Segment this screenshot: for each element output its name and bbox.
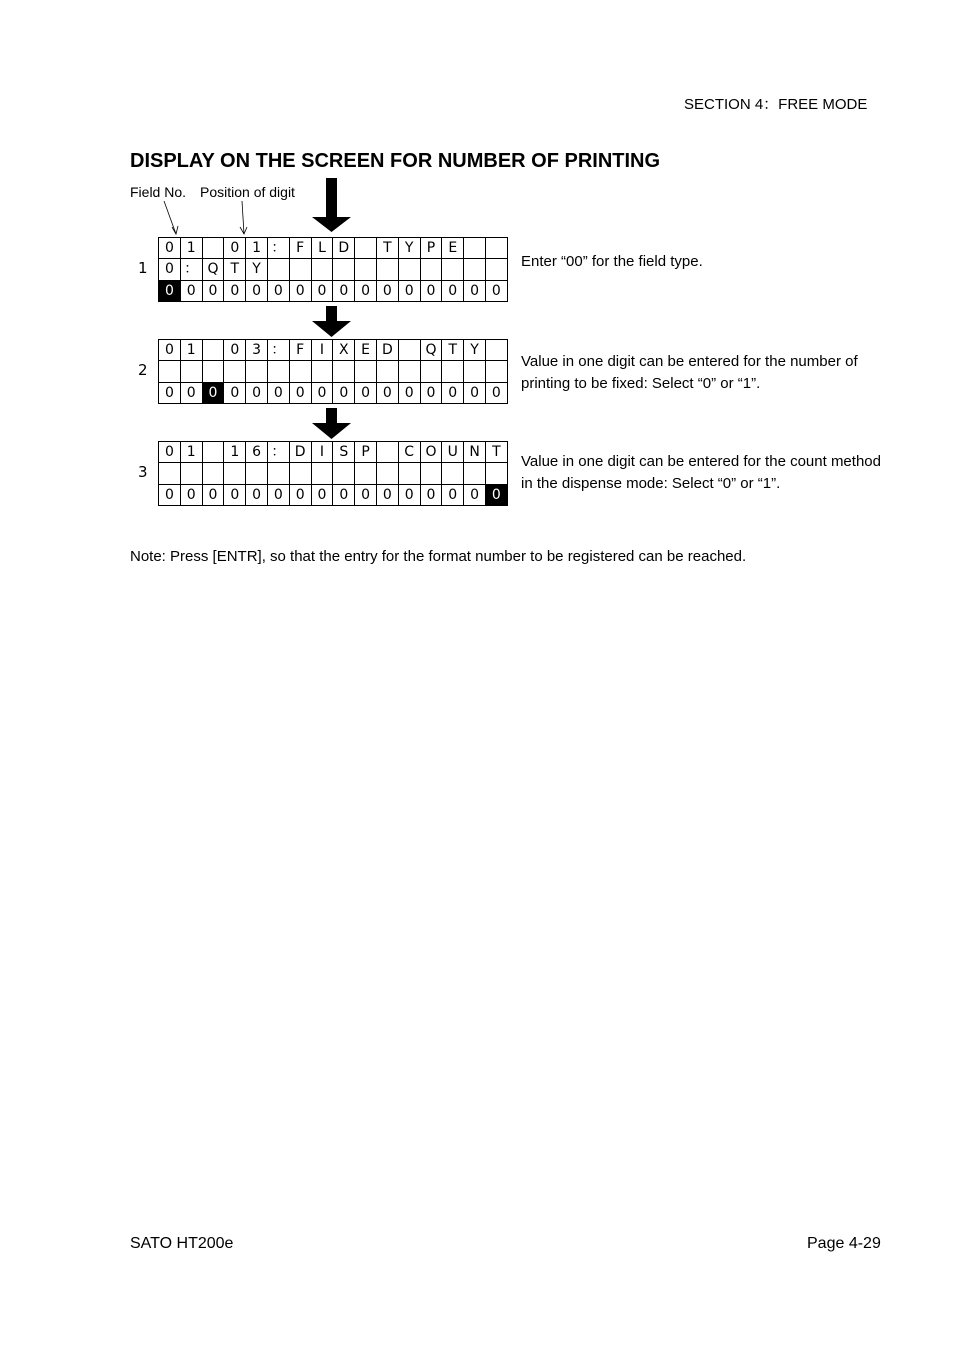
lcd-cell: 0 (398, 280, 420, 301)
page-title: DISPLAY ON THE SCREEN FOR NUMBER OF PRINTING (130, 150, 661, 172)
step-description (521, 251, 703, 273)
lcd-cell: 0 (355, 280, 377, 301)
lcd-cell: 0 (333, 484, 355, 505)
lcd-cell: D (289, 442, 311, 463)
lcd-row (159, 484, 508, 505)
lcd-cell (159, 361, 181, 382)
lcd-cell: 0 (180, 280, 202, 301)
lcd-cell (376, 361, 398, 382)
lcd-cell (333, 361, 355, 382)
lcd-cell: ： (267, 442, 289, 463)
lcd-cell: C (398, 442, 420, 463)
lcd-cell (485, 361, 507, 382)
lcd-cell: 0 (311, 382, 333, 403)
lcd-cell: 0 (289, 280, 311, 301)
lcd-cell: 0 (159, 340, 181, 361)
lcd-cell: L (311, 238, 333, 259)
lcd-row (159, 382, 508, 403)
lcd-cell (180, 463, 202, 484)
position-pointer-line (242, 201, 244, 234)
lcd-cell (485, 238, 507, 259)
lcd-cell: 0 (464, 382, 486, 403)
lcd-cell (398, 259, 420, 280)
lcd-cell: 0 (398, 484, 420, 505)
lcd-cell: 0 (159, 382, 181, 403)
lcd-display (158, 339, 508, 404)
lcd-cell (333, 463, 355, 484)
lcd-cell (376, 442, 398, 463)
lcd-cell: 0 (202, 280, 224, 301)
lcd-cell: 0 (398, 382, 420, 403)
lcd-cell: 0 (159, 259, 181, 280)
step-description (521, 351, 858, 395)
lcd-cell (442, 463, 464, 484)
lcd-cell: 0 (376, 382, 398, 403)
lcd-cell: 0 (180, 382, 202, 403)
lcd-display (158, 441, 508, 506)
step-number: 2 (138, 361, 148, 379)
description-line: Value in one digit can be entered for the count method (521, 453, 881, 470)
lcd-cell: 0 (267, 280, 289, 301)
footer-page-number: Page 4-29 (807, 1235, 881, 1252)
description-line: printing to be fixed: Select “0” or “1”. (521, 375, 761, 392)
lcd-cell: P (355, 442, 377, 463)
down-arrow-icon (312, 306, 351, 337)
lcd-cell (289, 463, 311, 484)
lcd-cell: F (289, 238, 311, 259)
lcd-cell: 0 (246, 382, 268, 403)
lcd-cell: D (376, 340, 398, 361)
lcd-cell (202, 442, 224, 463)
lcd-cell: 0 (159, 238, 181, 259)
lcd-cell (485, 340, 507, 361)
step-description (521, 451, 881, 495)
lcd-cell (442, 361, 464, 382)
lcd-cell: 0 (224, 382, 246, 403)
lcd-cell: 0 (376, 484, 398, 505)
lcd-cell (267, 361, 289, 382)
lcd-cell (159, 463, 181, 484)
field-no-pointer-line (164, 201, 176, 234)
lcd-cell: 0 (420, 484, 442, 505)
lcd-cell: 0 (224, 238, 246, 259)
lcd-row (159, 361, 508, 382)
lcd-cell (398, 340, 420, 361)
lcd-cell: Y (246, 259, 268, 280)
lcd-cell: 0 (442, 382, 464, 403)
lcd-cell: 6 (246, 442, 268, 463)
lcd-cell (311, 259, 333, 280)
lcd-cell (398, 463, 420, 484)
lcd-row (159, 238, 508, 259)
lcd-cell (180, 361, 202, 382)
lcd-cell (355, 361, 377, 382)
lcd-cell: 0 (159, 442, 181, 463)
lcd-cell (398, 361, 420, 382)
lcd-cell: 1 (180, 238, 202, 259)
lcd-cursor-cell: 0 (202, 382, 224, 403)
lcd-cell: 0 (311, 484, 333, 505)
lcd-cell: 0 (333, 280, 355, 301)
lcd-cell (202, 361, 224, 382)
lcd-cell: Y (464, 340, 486, 361)
lcd-cell: 0 (267, 382, 289, 403)
lcd-cell: 0 (442, 484, 464, 505)
lcd-cell: 0 (376, 280, 398, 301)
lcd-cell (442, 259, 464, 280)
lcd-cell (333, 259, 355, 280)
lcd-cell: I (311, 442, 333, 463)
lcd-cell (202, 238, 224, 259)
lcd-row (159, 280, 508, 301)
lcd-cell (464, 361, 486, 382)
lcd-cell: 0 (464, 484, 486, 505)
lcd-cell (420, 463, 442, 484)
lcd-cell (355, 259, 377, 280)
lcd-cell (376, 463, 398, 484)
lcd-cell: T (376, 238, 398, 259)
lcd-cell (289, 259, 311, 280)
lcd-cell: X (333, 340, 355, 361)
lcd-cell: P (420, 238, 442, 259)
lcd-cell: O (420, 442, 442, 463)
lcd-cell: 0 (355, 484, 377, 505)
lcd-cell: U (442, 442, 464, 463)
lcd-cursor-cell: 0 (485, 484, 507, 505)
lcd-cell: 1 (246, 238, 268, 259)
lcd-cell: 0 (420, 280, 442, 301)
callout-pointers (164, 201, 247, 234)
lcd-cell: 0 (464, 280, 486, 301)
lcd-cell (311, 463, 333, 484)
lcd-cell: ： (267, 340, 289, 361)
lcd-cell: 0 (224, 340, 246, 361)
lcd-row (159, 340, 508, 361)
lcd-cell: F (289, 340, 311, 361)
callout-position-of-digit: Position of digit (200, 184, 295, 200)
lcd-cell (355, 238, 377, 259)
footer-product: SATO HT200e (130, 1235, 234, 1252)
lcd-cell (246, 361, 268, 382)
lcd-cell (420, 361, 442, 382)
lcd-cell: 0 (267, 484, 289, 505)
lcd-cell: D (333, 238, 355, 259)
lcd-cell: 0 (202, 484, 224, 505)
description-line: Enter “00” for the field type. (521, 253, 703, 270)
lcd-cell (485, 259, 507, 280)
lcd-cell: T (224, 259, 246, 280)
lcd-cell: 0 (485, 280, 507, 301)
lcd-cell: N (464, 442, 486, 463)
note-text: Note: Press [ENTR], so that the entry for the format number to be registered can be reached. (130, 548, 747, 565)
lcd-cell: 0 (224, 484, 246, 505)
lcd-cell: 0 (224, 280, 246, 301)
callout-field-no: Field No. (130, 184, 187, 200)
lcd-row (159, 259, 508, 280)
lcd-cell (355, 463, 377, 484)
lcd-cell: I (311, 340, 333, 361)
lcd-cell (464, 463, 486, 484)
section-header: SECTION 4：FREE MODE (684, 96, 868, 113)
lcd-cell (464, 238, 486, 259)
description-line: Value in one digit can be entered for the number of (521, 353, 858, 370)
lcd-cell: 0 (159, 484, 181, 505)
lcd-cell (224, 463, 246, 484)
lcd-cell: Q (202, 259, 224, 280)
lcd-cell: 0 (311, 280, 333, 301)
lcd-cell (224, 361, 246, 382)
lcd-cell (485, 463, 507, 484)
lcd-cell: 0 (333, 382, 355, 403)
lcd-cell: 3 (246, 340, 268, 361)
lcd-cell (202, 463, 224, 484)
lcd-cell: 0 (442, 280, 464, 301)
lcd-cell: 1 (180, 340, 202, 361)
lcd-cell: T (442, 340, 464, 361)
lcd-cell (202, 340, 224, 361)
lcd-cell: 0 (289, 382, 311, 403)
lcd-cell (267, 259, 289, 280)
lcd-cell: ： (267, 238, 289, 259)
lcd-cell: ： (180, 259, 202, 280)
lcd-cell (376, 259, 398, 280)
down-arrow-icon (312, 178, 351, 232)
lcd-cell: S (333, 442, 355, 463)
lcd-cursor-cell: 0 (159, 280, 181, 301)
lcd-cell (289, 361, 311, 382)
lcd-cell (311, 361, 333, 382)
lcd-cell: T (485, 442, 507, 463)
lcd-cell: Q (420, 340, 442, 361)
lcd-cell (246, 463, 268, 484)
step-number: 1 (138, 259, 148, 277)
lcd-cell: 0 (289, 484, 311, 505)
lcd-cell: E (442, 238, 464, 259)
lcd-cell (420, 259, 442, 280)
lcd-cell: 0 (180, 484, 202, 505)
lcd-cell: 0 (246, 280, 268, 301)
lcd-cell: 0 (420, 382, 442, 403)
step-number: 3 (138, 463, 148, 481)
lcd-cell: 0 (485, 382, 507, 403)
lcd-cell: 0 (355, 382, 377, 403)
lcd-cell (464, 259, 486, 280)
lcd-cell: E (355, 340, 377, 361)
lcd-cell: Y (398, 238, 420, 259)
lcd-row (159, 463, 508, 484)
down-arrow-icon (312, 408, 351, 439)
lcd-cell: 1 (180, 442, 202, 463)
field-no-pointer-head (172, 226, 178, 234)
lcd-cell: 1 (224, 442, 246, 463)
lcd-display (158, 237, 508, 302)
lcd-cell: 0 (246, 484, 268, 505)
lcd-row (159, 442, 508, 463)
lcd-cell (267, 463, 289, 484)
description-line: in the dispense mode: Select “0” or “1”. (521, 475, 781, 492)
